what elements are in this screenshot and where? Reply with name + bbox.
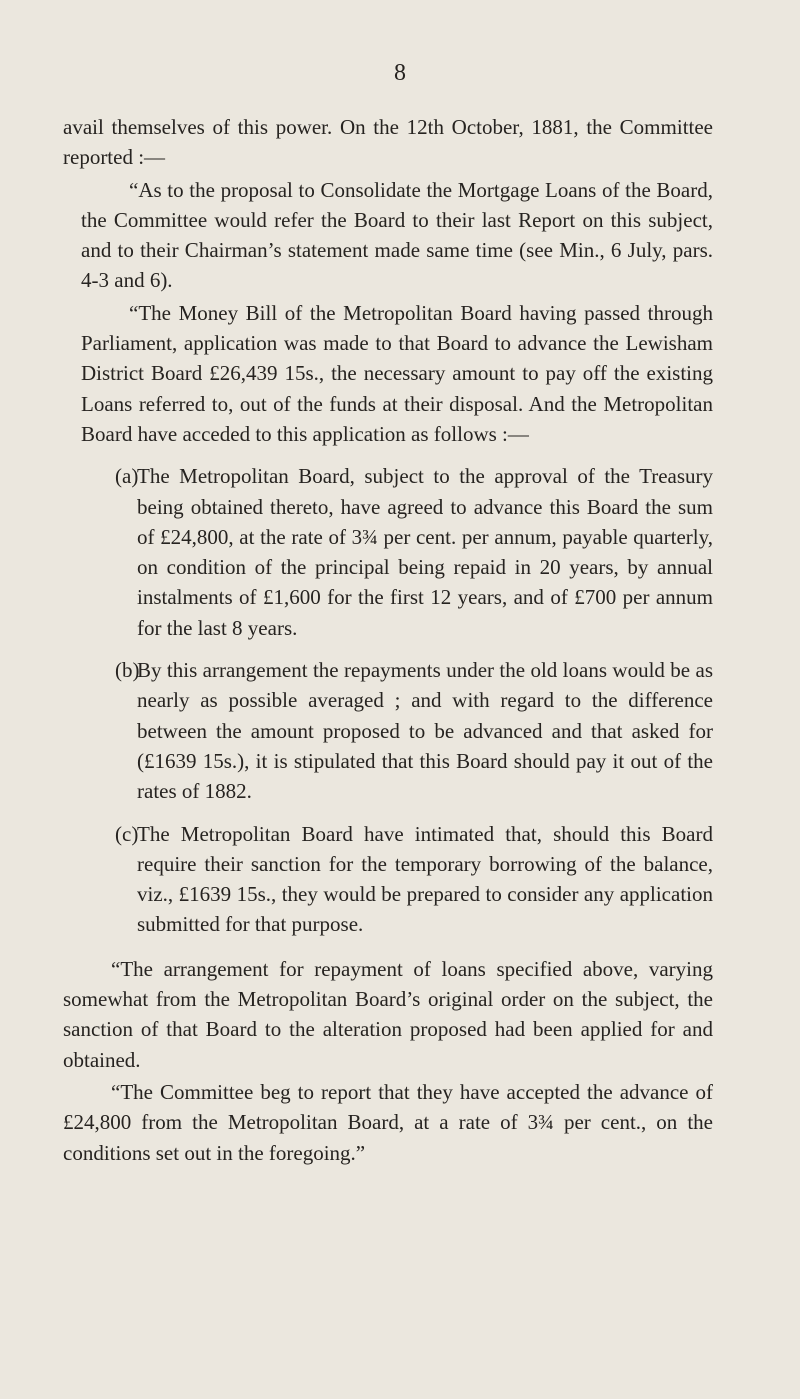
page-number: 8 <box>394 60 406 86</box>
body-text <box>63 112 713 1168</box>
clause-b <box>63 655 713 806</box>
clause-a <box>63 461 713 643</box>
clause-a-marker: (a) <box>115 464 139 489</box>
clause-c-text: The Metropolitan Board have intimated that, should this Board require their sanction for the temporary borrowing of the balance, viz., £1639 15s., they would be prepared to consider any application submitted for that purpose. <box>137 821 713 937</box>
clause-c-marker: (c) <box>115 821 139 846</box>
clause-a-text: The Metropolitan Board, subject to the approval of the Treasury being obtained thereto, have agreed to advance this Board the sum of £24,800, at the rate of 3¾ per cent. per annum, payable quarterly, on condition of the principal being repaid in 20 years, by annual instalments of £1,600 for the first 12 years, and of £700 per annum for the last 8 years. <box>137 464 713 640</box>
clause-b-text: By this arrangement the repayments under the old loans would be as nearly as possible averaged ; and with regard to the difference between the amount proposed to be advanced and that asked for (£1639 15s.), it is stipulated that this Board should pay it out of the rates of 1882. <box>137 658 713 804</box>
opening-paragraph: avail themselves of this power. On the 12th October, 1881, the Committee reported :— <box>63 115 713 170</box>
clause-b-marker: (b) <box>115 658 140 683</box>
paragraph-committee-report: “The Committee beg to report that they have accepted the advance of £24,800 from the Metropolitan Board, at a rate of 3¾ per cent., on the conditions set out in the foregoing.” <box>63 1079 713 1165</box>
paragraph-repayment-arrangement: “The arrangement for repayment of loans specified above, varying somewhat from the Metropolitan Board’s original order on the subject, the sanction of that Board to the alteration proposed had been applied for and obtained. <box>63 956 713 1072</box>
paragraph-consolidate-loans: “As to the proposal to Consolidate the Mortgage Loans of the Board, the Committee would refer the Board to their last Report on this subject, and to their Chairman’s statement made same time (see Min., 6 July, pars. 4-3 and 6). <box>81 177 713 293</box>
paragraph-money-bill: “The Money Bill of the Metropolitan Board having passed through Parliament, application was made to that Board to advance the Lewisham District Board £26,439 15s., the necessary amount to pay off the existing Loans referred to, out of the funds at their disposal. And the Metropolitan Board have acceded to this application as follows :— <box>81 300 713 446</box>
clause-c <box>63 819 713 940</box>
